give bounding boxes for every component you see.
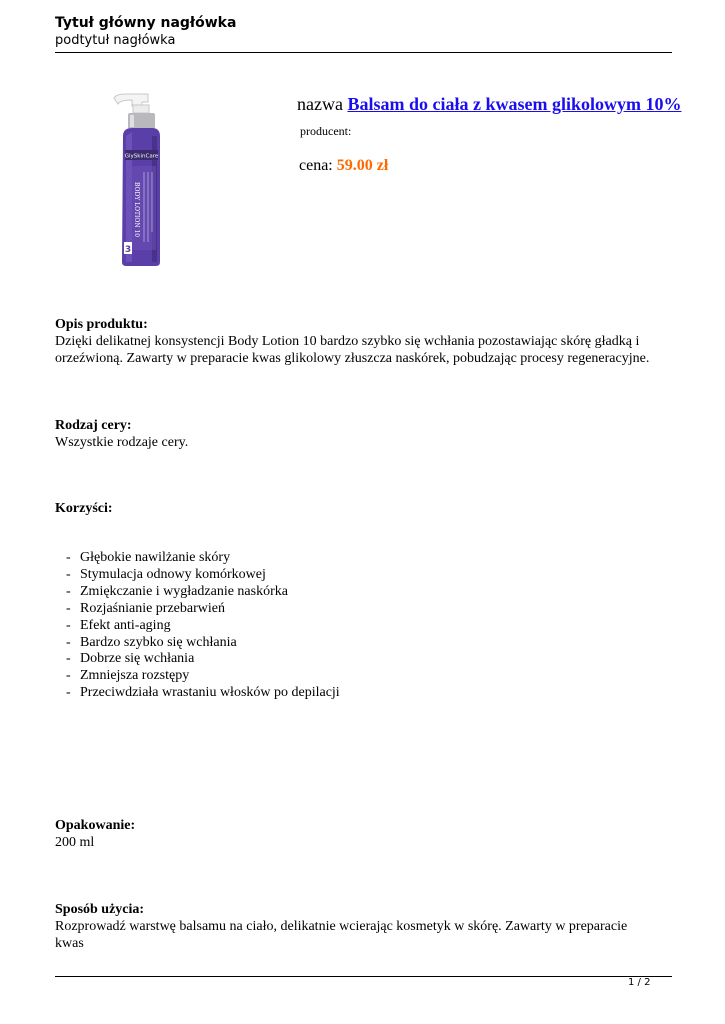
skin-type-text: Wszystkie rodzaje cery.: [55, 435, 189, 450]
header-block: [55, 14, 672, 49]
header-divider: [55, 52, 672, 53]
skin-type-heading: Rodzaj cery:: [55, 418, 132, 433]
packaging-text: 200 ml: [55, 835, 95, 850]
description-heading: Opis produktu:: [55, 317, 148, 332]
list-item: - Bardzo szybko się wchłania: [66, 634, 237, 650]
product-name-line: [297, 93, 681, 115]
product-producer: producent:: [300, 124, 352, 138]
list-item: - Efekt anti-aging: [66, 617, 171, 633]
usage-text: Rozprowadź warstwę balsamu na ciało, delikatnie wcierając kosmetyk w skórę. Zawarty w preparacie kwas: [55, 919, 628, 951]
benefits-heading: Korzyści:: [55, 501, 113, 516]
product-image: [104, 92, 176, 268]
list-item: - Głębokie nawilżanie skóry: [66, 550, 231, 565]
footer-divider: [55, 976, 672, 977]
svg-text:3: 3: [124, 245, 132, 255]
header-title: Tytuł główny nagłówka: [55, 15, 237, 31]
list-item: - Zmiękczanie i wygładzanie naskórka: [66, 583, 288, 599]
image-brand-text: GlySkinCare: [124, 153, 159, 160]
list-item: - Przeciwdziała wrastaniu włosków po depilacji: [66, 685, 340, 701]
price-label: cena:: [299, 157, 333, 174]
usage-heading: Sposób użycia:: [55, 902, 145, 917]
price-value: 59.00 zł: [336, 157, 389, 174]
packaging-heading: Opakowanie:: [55, 818, 136, 833]
product-price-line: [299, 156, 388, 176]
list-item: - Dobrze się wchłania: [66, 651, 195, 667]
image-product-text: BODY LOTION 10: [133, 182, 140, 238]
product-name-label: nazwa: [297, 94, 343, 114]
list-item: - Zmniejsza rozstępy: [66, 668, 190, 684]
description-line: orzeźwioną. Zawarty w preparacie kwas glikolowy złuszcza naskórek, pobudzając procesy regeneracyjne.: [55, 351, 650, 366]
page-number: 1 / 2: [628, 977, 651, 988]
description-text: [55, 333, 655, 367]
header-subtitle: podtytuł nagłówka: [55, 33, 176, 48]
list-item: - Stymulacja odnowy komórkowej: [66, 566, 266, 582]
benefits-list: [66, 550, 340, 702]
description-line: Dzięki delikatnej konsystencji Body Lotion 10 bardzo szybko się wchłania pozostawiając skórę gładką i: [55, 334, 640, 349]
list-item: - Rozjaśnianie przebarwień: [66, 600, 225, 616]
product-name-link[interactable]: Balsam do ciała z kwasem glikolowym 10%: [347, 94, 682, 114]
